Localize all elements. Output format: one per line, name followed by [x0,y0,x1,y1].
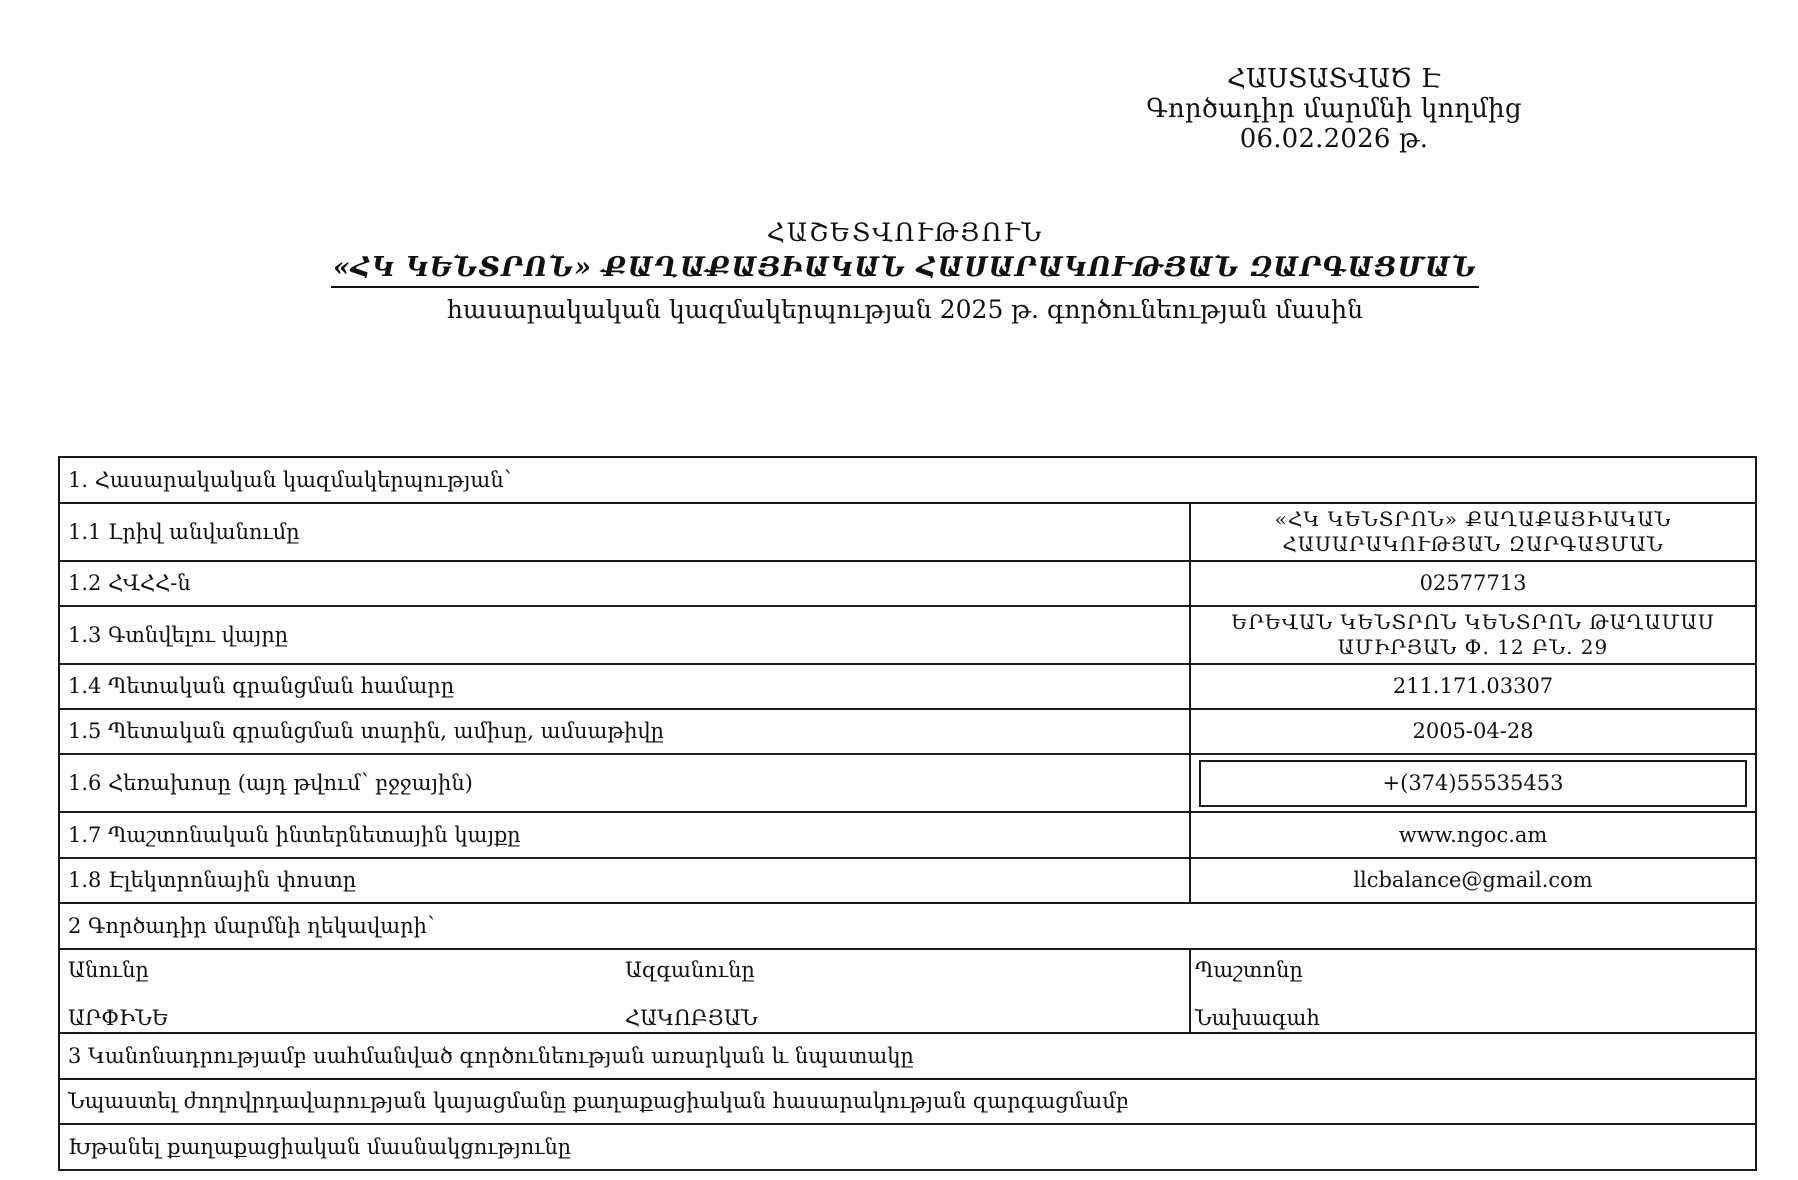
table-row-email [59,858,1756,903]
row-value-website[interactable]: www.ngoc.am [1190,812,1756,858]
row-label-email: 1.8 Էլեկտրոնային փոստը [59,858,1190,903]
row-value-email[interactable]: llcbalance@gmail.com [1190,858,1756,903]
row-label-registration-date: 1.5 Պետական գրանցման տարին, ամիսը, ամսաթիվը [59,709,1190,754]
table-row-phone [59,754,1756,812]
row-label-tax-id: 1.2 ՀՎՀՀ-ն [59,561,1190,606]
table-row-tax-id [59,561,1756,606]
leader-position: Նախագահ [1195,1006,1320,1030]
section-2-header: 2 Գործադիր մարմնի ղեկավարի՝ [59,903,1756,949]
goal-text: Նպաստել ժողովրդավարության կայացմանը քաղաքացիական հասարակության զարգացմամբ [59,1079,1756,1124]
leader-last-name-label: Ազգանունը [625,958,755,982]
row-value-registration-number: 211.171.03307 [1190,664,1756,709]
row-label-registration-number: 1.4 Պետական գրանցման համարը [59,664,1190,709]
leader-first-name-label: Անունը [68,958,149,982]
section-1-header: 1. Հասարակական կազմակերպության՝ [59,457,1756,503]
approval-stamp [1114,64,1554,154]
row-value-registration-date: 2005-04-28 [1190,709,1756,754]
section-2-header-row [59,903,1756,949]
report-title-block [300,216,1510,330]
section-3-header-row [59,1033,1756,1079]
approval-line-date: 06.02.2026 թ. [1239,124,1429,154]
organization-title: «ՀԿ ԿԵՆՏՐՈՆ» ՔԱՂԱՔԱՅԻԱԿԱՆ ՀԱՍԱՐԱԿՈՒԹՅԱՆ ԶԱՐԳԱՑՄԱՆ [331,250,1479,288]
row-value-full-name: «ՀԿ ԿԵՆՏՐՈՆ» ՔԱՂԱՔԱՅԻԱԿԱՆ ՀԱՍԱՐԱԿՈՒԹՅԱՆ ԶԱՐԳԱՑՄԱՆ [1190,503,1756,561]
row-value-phone-cell [1190,754,1756,812]
section-3-header: 3 Կանոնադրությամբ սահմանված գործունեության առարկան և նպատակը [59,1033,1756,1079]
section-1-header-row [59,457,1756,503]
approval-line-approved: ՀԱՍՏԱՏՎԱԾ Է [1227,64,1441,94]
table-row-registration-number [59,664,1756,709]
row-value-tax-id: 02577713 [1190,561,1756,606]
leader-last-name-cell [625,949,1190,1033]
report-subtitle: հասարակական կազմակերպության 2025 թ. գործունեության մասին [447,295,1363,324]
approval-line-body: Գործադիր մարմնի կողմից [1146,94,1522,124]
leader-first-name: ԱՐՓԻՆԵ [68,1006,169,1030]
table-row-website [59,812,1756,858]
row-value-location: ԵՐԵՎԱՆ ԿԵՆՏՐՈՆ ԿԵՆՏՐՈՆ ԹԱՂԱՄԱՍ ԱՄԻՐՅԱՆ Փ. 12 ԲՆ. 29 [1190,606,1756,664]
report-table [58,456,1757,1171]
leader-position-cell [1190,949,1756,1033]
table-row-registration-date [59,709,1756,754]
phone-field[interactable]: +(374)55535453 [1199,760,1747,807]
leader-last-name: ՀԱԿՈԲՅԱՆ [625,1006,758,1030]
row-label-full-name: 1.1 Լրիվ անվանումը [59,503,1190,561]
leader-row [59,949,1756,1033]
table-row-location [59,606,1756,664]
table-row-full-name [59,503,1756,561]
report-title: ՀԱՇԵՏՎՈՒԹՅՈՒՆ [766,218,1044,247]
goal-text: Խթանել քաղաքացիական մասնակցությունը [59,1124,1756,1170]
goal-row [59,1124,1756,1170]
goal-row [59,1079,1756,1124]
leader-first-name-cell [59,949,625,1033]
row-label-phone: 1.6 Հեռախոսը (այդ թվում՝ բջջային) [59,754,1190,812]
row-label-location: 1.3 Գտնվելու վայրը [59,606,1190,664]
leader-position-label: Պաշտոնը [1195,958,1303,982]
row-label-website: 1.7 Պաշտոնական ինտերնետային կայքը [59,812,1190,858]
